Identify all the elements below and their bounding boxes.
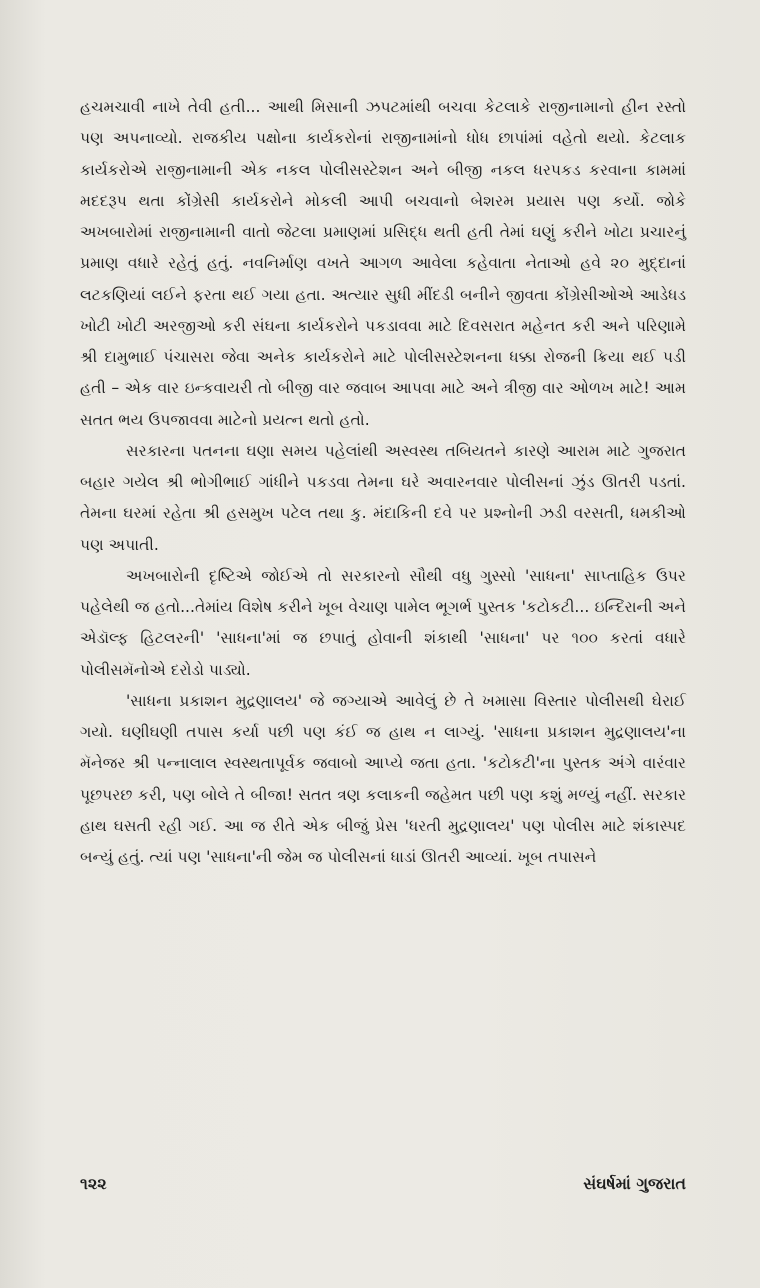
running-title: સંઘર્ષમાં ગુજરાત bbox=[583, 1174, 686, 1193]
paragraph-1: હચમચાવી નાખે તેવી હતી... આથી મિસાની ઝપટમાંથી બચવા કેટલાકે રાજીનામાનો હીન રસ્તો પણ અપનાવ્યો. રાજકીય પક્ષોના કાર્યકરોનાં રાજીનામાંનો ધોધ છાપાંમાં વહેતો થયો. કેટલાક કાર્યકરોએ રાજીનામાની એક નકલ પોલીસસ્ટેશન અને બીજી નકલ ધરપકડ કરવાના કામમાં મદદરૂપ થતા કોંગ્રેસી કાર્યકરોને મોકલી આપી બચવાનો બેશરમ પ્રયાસ પણ કર્યો. જોકે અખબારોમાં રાજીનામાની વાતો જેટલા પ્રમાણમાં પ્રસિદ્ધ થતી હતી તેમાં ઘણું કરીને ખોટા પ્રચારનું પ્રમાણ વધારે રહેતું હતું. નવનિર્માણ વખતે આગળ આવેલા કહેવાતા નેતાઓ હવે ૨૦ મુદ્દાનાં લટકણિયાં લઈને ફરતા થઈ ગયા હતા. અત્યાર સુધી મીંદડી બનીને જીવતા કોંગ્રેસીઓએ આડેધડ ખોટી ખોટી અરજીઓ કરી સંઘના કાર્યકરોને પકડાવવા માટે દિવસરાત મહેનત કરી અને પરિણામે શ્રી દામુભાઈ પંચાસરા જેવા અનેક કાર્યકરોને માટે પોલીસસ્ટેશનના ધક્કા રોજની ક્રિયા થઈ પડી હતી – એક વાર ઇન્કવાયરી તો બીજી વાર જવાબ આપવા માટે અને ત્રીજી વાર ઓળખ માટે! આમ સતત ભય ઉપજાવવા માટેનો પ્રયત્ન થતો હતો. bbox=[80, 98, 686, 429]
page-footer bbox=[80, 1174, 686, 1204]
paragraph-4: 'સાધના પ્રકાશન મુદ્રણાલય' જે જગ્યાએ આવેલું છે તે ખમાસા વિસ્તાર પોલીસથી ઘેરાઈ ગયો. ઘણીઘણી તપાસ કર્યા પછી પણ કંઈ જ હાથ ન લાગ્યું. 'સાધના પ્રકાશન મુદ્રણાલય'ના મૅનેજર શ્રી પન્નાલાલ સ્વસ્થતાપૂર્વક જવાબો આપ્યે જતા હતા. 'કટોકટી'ના પુસ્તક અંગે વારંવાર પૂછપરછ કરી, પણ બોલે તે બીજા! સતત ત્રણ કલાકની જહેમત પછી પણ કશું મળ્યું નહીં. સરકાર હાથ ઘસતી રહી ગઈ. આ જ રીતે એક બીજું પ્રેસ 'ધરતી મુદ્રણાલય' પણ પોલીસ માટે શંકાસ્પદ બન્યું હતું. ત્યાં પણ 'સાધના'ની જેમ જ પોલીસનાં ધાડાં ઊતરી આવ્યાં. ખૂબ તપાસને bbox=[80, 691, 686, 866]
page-number: ૧૨૨ bbox=[80, 1174, 107, 1193]
body-text bbox=[80, 92, 686, 873]
paragraph-3: અખબારોની દૃષ્ટિએ જોઈએ તો સરકારનો સૌથી વધુ ગુસ્સો 'સાધના' સાપ્તાહિક ઉપર પહેલેથી જ હતો...તેમાંય વિશેષ કરીને ખૂબ વેચાણ પામેલ ભૂગર્ભ પુસ્તક 'કટોકટી... ઇન્દિરાની અને એડૉલ્ફ હિટલરની' 'સાધના'માં જ છપાતું હોવાની શંકાથી 'સાધના' પર ૧૦૦ કરતાં વધારે પોલીસમૅનોએ દરોડો પાડ્યો. bbox=[80, 566, 686, 679]
paragraph-2: સરકારના પતનના ઘણા સમય પહેલાંથી અસ્વસ્થ તબિયતને કારણે આરામ માટે ગુજરાત બહાર ગયેલ શ્રી ભોગીભાઈ ગાંધીને પકડવા તેમના ઘરે અવારનવાર પોલીસનાં ઝુંડ ઊતરી પડતાં. તેમના ઘરમાં રહેતા શ્રી હસમુખ પટેલ તથા કુ. મંદાકિની દવે પર પ્રશ્નોની ઝડી વરસતી, ધમકીઓ પણ અપાતી. bbox=[80, 441, 686, 554]
